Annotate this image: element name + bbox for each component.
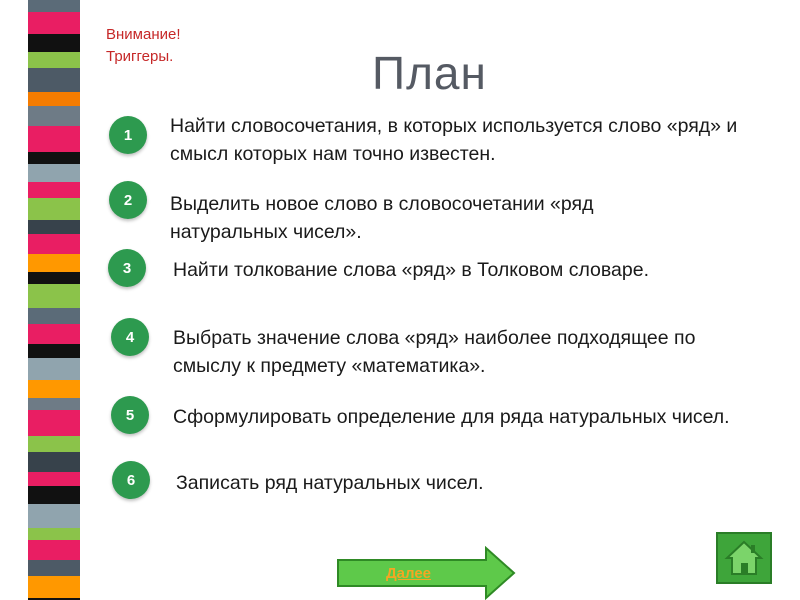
stripe [28,220,80,234]
step-1-text: Найти словосочетания, в которых используется слово «ряд» и смысл которых нам точно известен. [170,115,738,165]
stripe [28,344,80,358]
stripe [28,152,80,164]
stripe [28,560,80,576]
step-5-text: Сформулировать определение для ряда натуральных чисел. [173,406,730,428]
stripe [28,380,80,398]
attention-line-1: Внимание! [106,26,181,43]
stripe [28,528,80,540]
stripe [28,34,80,52]
step-4-text: Выбрать значение слова «ряд» наиболее подходящее по смыслу к предмету «математика». [173,327,696,377]
step-3-badge: 3 [108,249,146,287]
stripe [28,272,80,284]
trigger-warning [106,24,181,68]
stripe [28,410,80,436]
stripe [28,198,80,220]
stripe [28,324,80,344]
step-5-badge: 5 [111,396,149,434]
stripe [28,436,80,452]
stripe [28,308,80,324]
home-button[interactable] [716,532,772,584]
stripe [28,486,80,504]
next-button-label: Далее [385,565,432,582]
stripe [28,92,80,106]
stripe [28,284,80,308]
stripe [28,576,80,598]
stripe [28,164,80,182]
stripe [28,452,80,472]
stripe [28,540,80,560]
stripe [28,358,80,380]
step-6-text: Записать ряд натуральных чисел. [176,472,484,494]
stripe [28,472,80,486]
step-2-badge: 2 [109,181,147,219]
step-1-badge: 1 [109,116,147,154]
page-title: План [372,47,487,99]
stripe [28,52,80,68]
home-icon [724,539,764,577]
step-4-badge: 4 [111,318,149,356]
next-button[interactable] [336,546,516,600]
stripe [28,12,80,34]
attention-line-2: Триггеры. [106,48,174,65]
stripe [28,106,80,126]
stripe [28,182,80,198]
stripe [28,68,80,92]
stripe [28,504,80,528]
stripe [28,126,80,152]
step-2-text: Выделить новое слово в словосочетании «ряд натуральных чисел». [170,193,594,243]
step-3-text: Найти толкование слова «ряд» в Толковом словаре. [173,259,649,281]
stripe [28,234,80,254]
decorative-stripe-bar [28,0,80,600]
stripe [28,0,80,12]
stripe [28,254,80,272]
step-6-badge: 6 [112,461,150,499]
stripe [28,398,80,410]
